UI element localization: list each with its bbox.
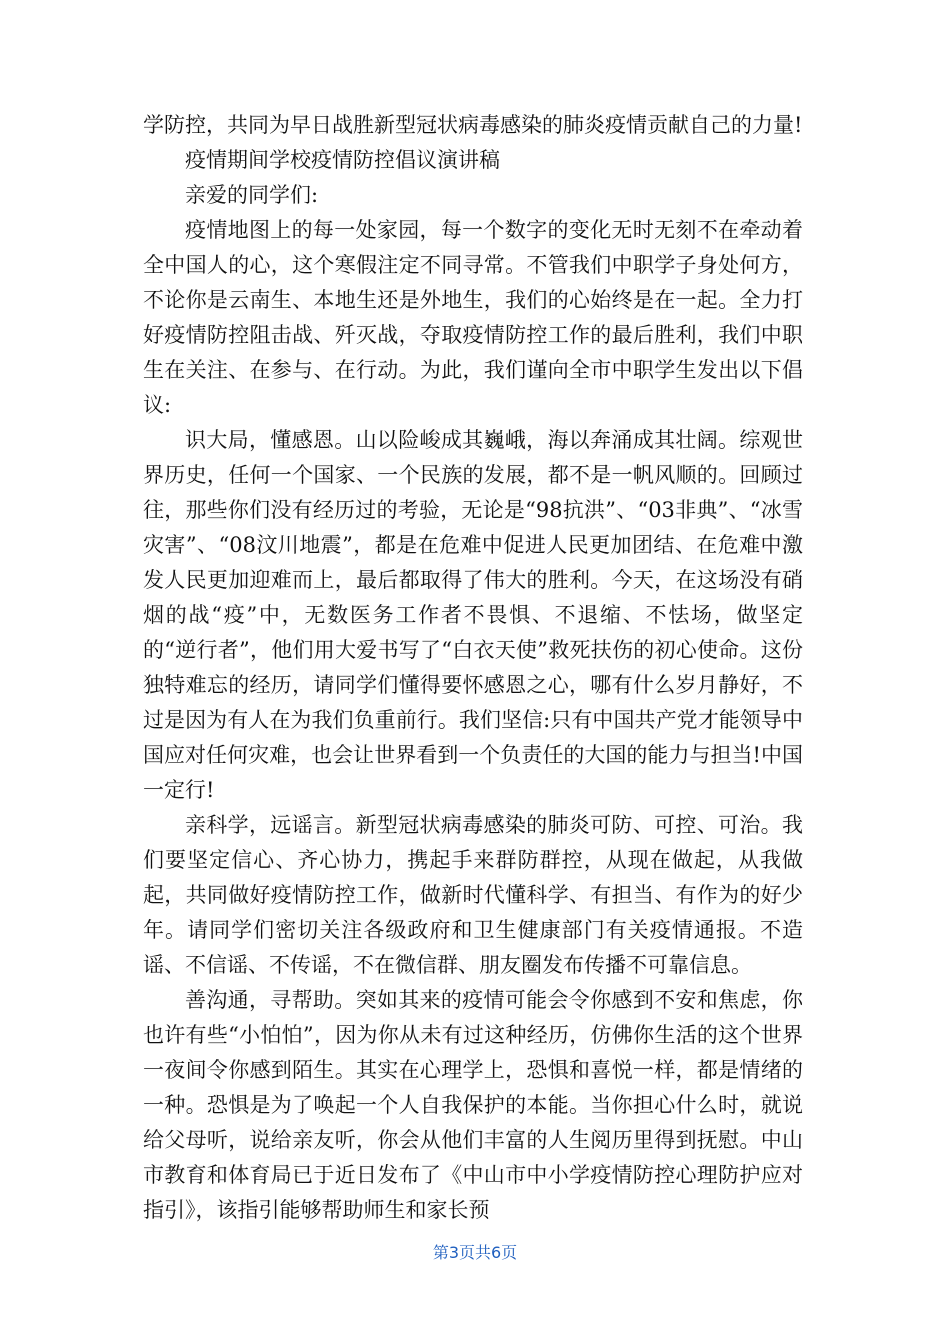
page-number: 第3页共6页 (432, 1243, 518, 1262)
paragraph: 善沟通，寻帮助。突如其来的疫情可能会令你感到不安和焦虑，你也许有些“小怕怕”，因为你从未有过这种经历，仿佛你生活的这个世界一夜间令你感到陌生。其实在心理学上，恐惧和喜悦一样，都是情绪的一种。恐惧是为了唤起一个人自我保护的本能。当你担心什么时，就说给父母听，说给亲友听，你会从他们丰富的人生阅历里得到抚慰。中山市教育和体育局已于近日发布了《中山市中小学疫情防控心理防护应对指引》，该指引能够帮助师生和家长预 (143, 988, 803, 1222)
document-body (143, 108, 803, 1228)
salutation: 亲爱的同学们: (185, 183, 319, 207)
paragraph: 疫情地图上的每一处家园，每一个数字的变化无时无刻不在牵动着全中国人的心，这个寒假注定不同寻常。不管我们中职学子身处何方，不论你是云南生、本地生还是外地生，我们的心始终是在一起。全力打好疫情防控阻击战、歼灭战，夺取疫情防控工作的最后胜利，我们中职生在关注、在参与、在行动。为此，我们谨向全市中职学生发出以下倡议: (143, 218, 803, 417)
paragraph: 识大局，懂感恩。山以险峻成其巍峨，海以奔涌成其壮阔。综观世界历史，任何一个国家、一个民族的发展，都不是一帆风顺的。回顾过往，那些你们没有经历过的考验，无论是“98抗洪”、“03非典”、“冰雪灾害”、“08汶川地震”，都是在危难中促进人民更加团结、在危难中激发人民更加迎难而上，最后都取得了伟大的胜利。今天，在这场没有硝烟的战“疫”中，无数医务工作者不畏惧、不退缩、不怯场，做坚定的“逆行者”，他们用大爱书写了“白衣天使”救死扶伤的初心使命。这份独特难忘的经历，请同学们懂得要怀感恩之心，哪有什么岁月静好，不过是因为有人在为我们负重前行。我们坚信:只有中国共产党才能领导中国应对任何灾难，也会让世界看到一个负责任的大国的能力与担当!中国一定行! (143, 428, 803, 802)
paragraph: 亲科学，远谣言。新型冠状病毒感染的肺炎可防、可控、可治。我们要坚定信心、齐心协力，携起手来群防群控，从现在做起，从我做起，共同做好疫情防控工作，做新时代懂科学、有担当、有作为的好少年。请同学们密切关注各级政府和卫生健康部门有关疫情通报。不造谣、不信谣、不传谣，不在微信群、朋友圈发布传播不可靠信息。 (143, 813, 803, 977)
paragraph: 学防控，共同为早日战胜新型冠状病毒感染的肺炎疫情贡献自己的力量! (143, 113, 803, 137)
document-heading: 疫情期间学校疫情防控倡议演讲稿 (185, 148, 500, 172)
